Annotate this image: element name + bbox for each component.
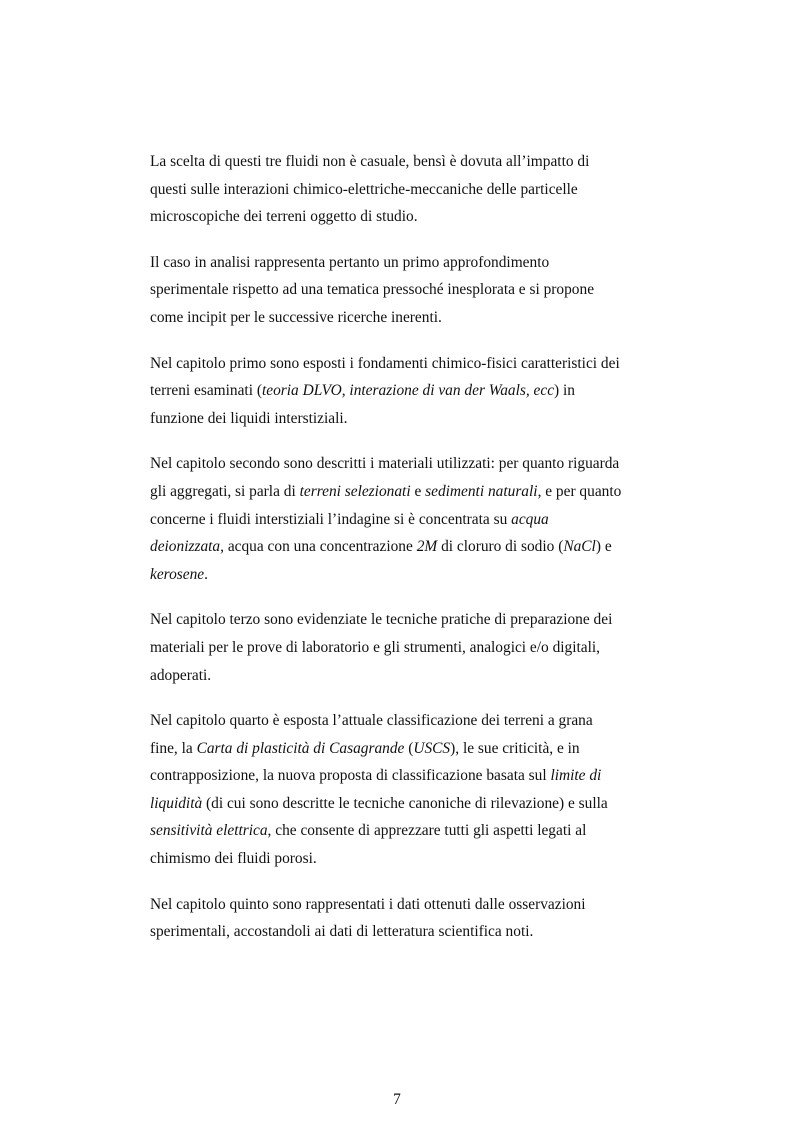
text-line (150, 735, 650, 763)
text-run: e (410, 482, 426, 500)
text-run: Nel capitolo terzo sono evidenziate le tecniche pratiche di preparazione dei (150, 611, 613, 629)
text-run: funzione dei liquidi interstiziali. (150, 409, 348, 427)
text-run: fine, la (150, 739, 197, 757)
paragraph (150, 249, 650, 332)
page-number: 7 (393, 1091, 401, 1108)
italic-text: 2M (416, 538, 438, 556)
text-run: adoperati. (150, 666, 212, 684)
italic-text: kerosene (150, 565, 205, 583)
text-line (150, 606, 650, 634)
paragraph (150, 891, 650, 946)
text-line (150, 817, 650, 845)
text-run: (di cui sono descritte le tecniche canoniche di rilevazione) e sulla (202, 794, 608, 812)
text-line (150, 707, 650, 735)
text-run: materiali per le prove di laboratorio e gli strumenti, analogici e/o digitali, (150, 638, 601, 656)
text-run: ( (404, 739, 414, 757)
text-line (150, 148, 650, 176)
text-line (150, 634, 650, 662)
text-run: contrapposizione, la nuova proposta di classificazione basata sul (150, 767, 551, 785)
body-text (150, 148, 650, 964)
text-run: di cloruro di sodio ( (437, 538, 564, 556)
italic-text: Carta di plasticità di Casagrande (196, 739, 405, 757)
text-run: , acqua con una concentrazione (220, 538, 417, 556)
text-run: come incipit per le successive ricerche inerenti. (150, 308, 442, 326)
italic-text: liquidità (150, 794, 203, 812)
text-line (150, 845, 650, 873)
text-run: Nel capitolo quinto sono rappresentati i dati ottenuti dalle osservazioni (150, 895, 586, 913)
italic-text: USCS (413, 739, 451, 757)
paragraph (150, 350, 650, 433)
text-run: sperimentali, accostandoli ai dati di letteratura scientifica noti. (150, 923, 534, 941)
text-line (150, 203, 650, 231)
text-run: Nel capitolo quarto è esposta l’attuale classificazione dei terreni a grana (150, 712, 593, 730)
text-run: ) in (554, 382, 575, 400)
text-run: , che consente di apprezzare tutti gli aspetti legati al (267, 822, 587, 840)
text-run: ) e (595, 538, 612, 556)
text-run: . (204, 565, 208, 583)
paragraph (150, 148, 650, 231)
text-line (150, 533, 650, 561)
text-run: ), le sue criticità, e in (450, 739, 580, 757)
text-line (150, 276, 650, 304)
text-run: chimismo dei fluidi porosi. (150, 850, 317, 868)
italic-text: acqua (511, 510, 549, 528)
text-run: Nel capitolo primo sono esposti i fondamenti chimico-fisici caratteristici dei (150, 354, 620, 372)
text-run: Nel capitolo secondo sono descritti i materiali utilizzati: per quanto riguarda (150, 455, 620, 473)
text-run: terreni esaminati ( (150, 382, 262, 400)
text-run: concerne i fluidi interstiziali l’indagine si è concentrata su (150, 510, 512, 528)
text-run: microscopiche dei terreni oggetto di studio. (150, 208, 418, 226)
paragraph (150, 450, 650, 588)
text-line (150, 350, 650, 378)
text-run: , e per quanto (537, 482, 622, 500)
italic-text: deionizzata (150, 538, 221, 556)
text-line (150, 478, 650, 506)
text-line (150, 662, 650, 690)
text-line (150, 891, 650, 919)
italic-text: teoria DLVO, interazione di van der Waals, ecc (261, 382, 555, 400)
text-line (150, 249, 650, 277)
italic-text: NaCl (563, 538, 596, 556)
text-line (150, 176, 650, 204)
text-line (150, 450, 650, 478)
italic-text: sedimenti naturali (425, 482, 538, 500)
text-run: sperimentale rispetto ad una tematica pressoché inesplorata e si propone (150, 281, 595, 299)
text-line (150, 918, 650, 946)
italic-text: limite di (550, 767, 602, 785)
text-run: Il caso in analisi rappresenta pertanto un primo approfondimento (150, 253, 550, 271)
text-run: gli aggregati, si parla di (150, 482, 300, 500)
text-run: La scelta di questi tre fluidi non è casuale, bensì è dovuta all’impatto di (150, 153, 590, 170)
text-line (150, 377, 650, 405)
paragraph (150, 707, 650, 873)
text-line (150, 561, 650, 589)
italic-text: sensitività elettrica (150, 822, 268, 840)
text-line (150, 304, 650, 332)
text-run: questi sulle interazioni chimico-elettriche-meccaniche delle particelle (150, 180, 578, 198)
paragraph (150, 606, 650, 689)
text-line (150, 506, 650, 534)
text-line (150, 405, 650, 433)
text-line (150, 790, 650, 818)
italic-text: terreni selezionati (299, 482, 411, 500)
text-line (150, 762, 650, 790)
